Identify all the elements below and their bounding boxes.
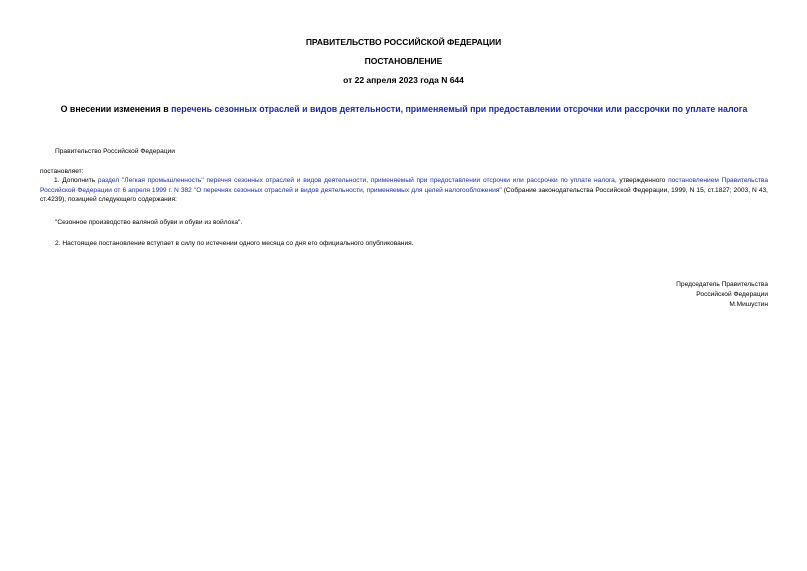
document-title xyxy=(40,104,768,115)
document-title-prefix: О внесении изменения в xyxy=(60,104,172,114)
item-1-middle: , утвержденного xyxy=(614,177,669,184)
signature-country: Российской Федерации xyxy=(696,291,768,298)
item-1-suffix: (Собрание законодательства Российской Федерации, 1999, N 15, ст.1827; 2003, N 43, ст.4239), позицией следующего содержания: xyxy=(40,186,769,204)
item-2-paragraph: 2. Настоящее постановление вступает в силу по истечении одного месяца со дня его официального опубликования. xyxy=(55,240,414,247)
item-1-paragraph xyxy=(40,176,768,205)
link-decree-382[interactable]: постановлением Правительства Российской Федерации от 6 апреля 1999 г. N 382 "О перечнях сезонных отраслей и видов деятельности, применяемых для целей налогообложения" xyxy=(40,177,768,194)
intro-text: Правительство Российской Федерации xyxy=(55,148,175,155)
decrees-text: постановляет: xyxy=(40,168,84,175)
quoted-position: "Сезонное производство валяной обуви и обуви из войлока". xyxy=(55,219,243,226)
issuing-authority: ПРАВИТЕЛЬСТВО РОССИЙСКОЙ ФЕДЕРАЦИИ xyxy=(305,37,502,47)
item-1-prefix: 1. Дополнить xyxy=(54,177,98,184)
link-light-industry-section[interactable]: раздел "Легкая промышленность" перечня сезонных отраслей и видов деятельности, применяемый при предоставлении отсрочки или рассрочки по уплате налога xyxy=(97,177,615,184)
signature-name: М.Мишустин xyxy=(729,301,768,308)
document-type: ПОСТАНОВЛЕНИЕ xyxy=(364,56,443,66)
signature-title: Председатель Правительства xyxy=(676,281,768,288)
title-link-seasonal-list[interactable]: перечень сезонных отраслей и видов деятельности, применяемый при предоставлении отсрочки или рассрочки по уплате налога xyxy=(171,104,748,114)
document-date-number: от 22 апреля 2023 года N 644 xyxy=(343,75,464,85)
